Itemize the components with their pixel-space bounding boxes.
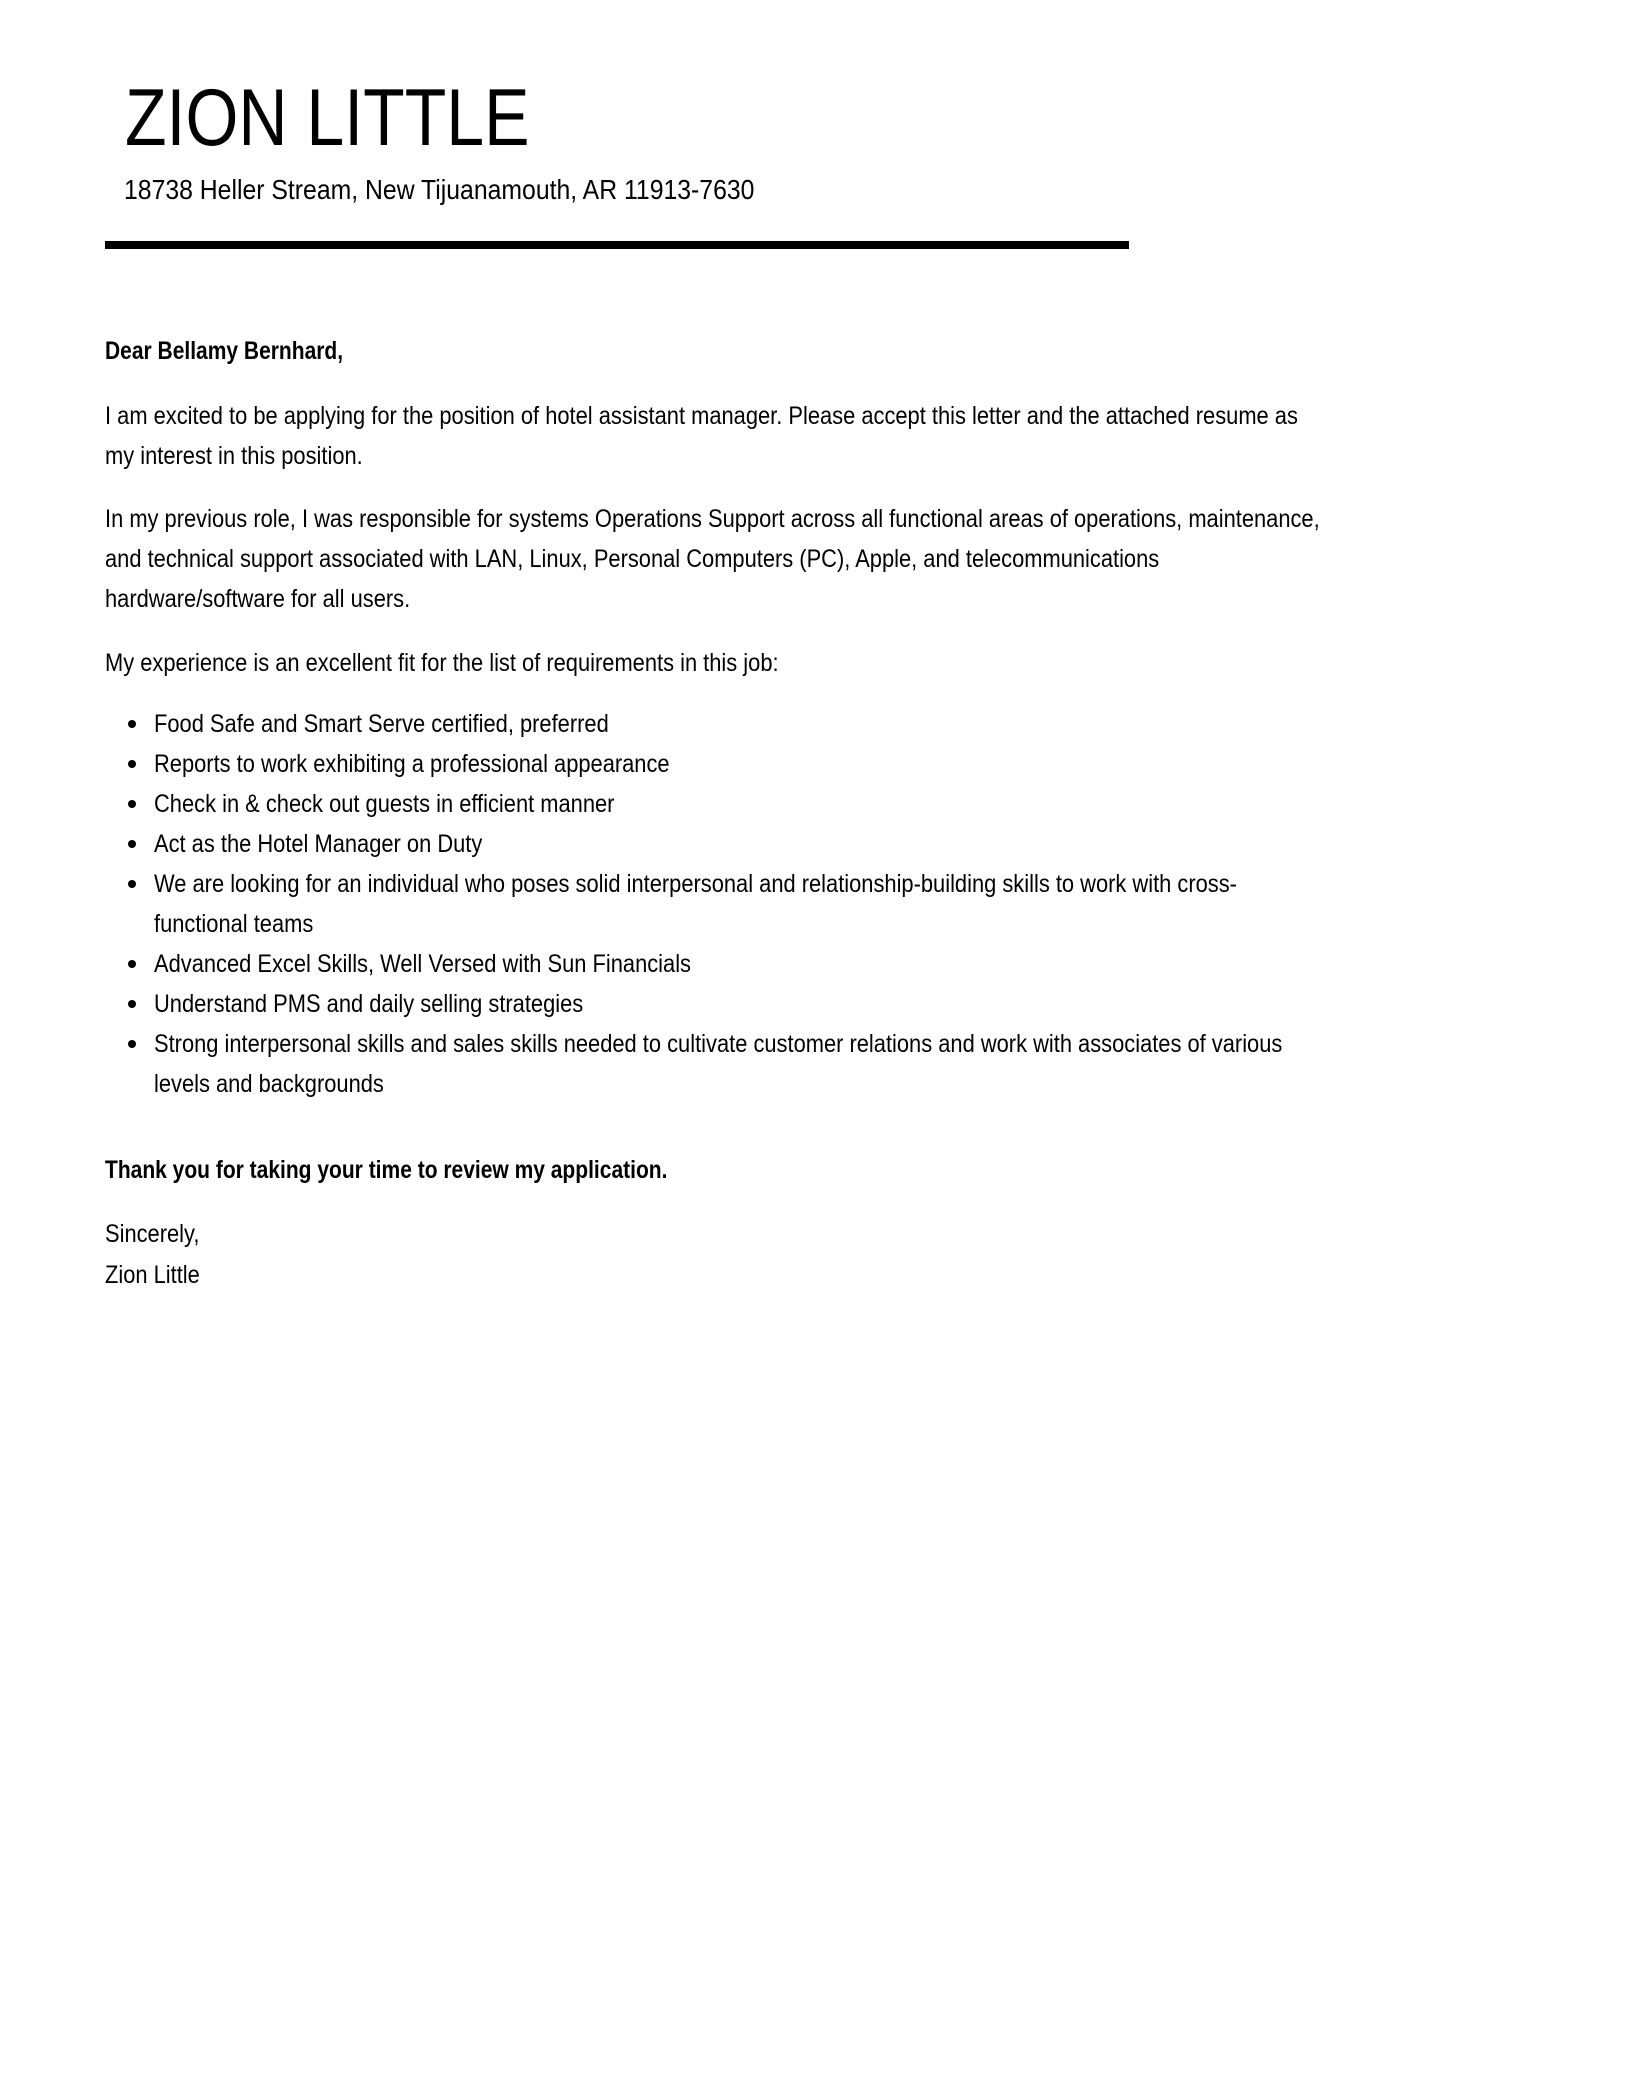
list-item-text: levels and backgrounds — [154, 1070, 384, 1098]
list-item-text: Advanced Excel Skills, Well Versed with Sun Financials — [154, 950, 692, 978]
header-divider — [105, 241, 1129, 249]
applicant-name: ZION LITTLE — [125, 73, 530, 163]
bullet-icon — [128, 720, 136, 728]
list-item-text: Check in & check out guests in efficient manner — [154, 790, 615, 818]
paragraph-line: My experience is an excellent fit for the list of requirements in this job: — [105, 649, 779, 677]
list-item-text: functional teams — [154, 910, 314, 938]
sign-off: Sincerely, — [105, 1220, 200, 1248]
bullet-icon — [128, 760, 136, 768]
list-item-text: Strong interpersonal skills and sales skills needed to cultivate customer relations and work with associates of various — [154, 1030, 1283, 1058]
list-item-text: Understand PMS and daily selling strategies — [154, 990, 584, 1018]
bullet-icon — [128, 880, 136, 888]
bullet-icon — [128, 840, 136, 848]
applicant-address: 18738 Heller Stream, New Tijuanamouth, AR 11913-7630 — [124, 174, 755, 205]
signature-name: Zion Little — [105, 1261, 200, 1289]
paragraph-line: In my previous role, I was responsible for systems Operations Support across all functional areas of operations, maintenance, — [105, 505, 1320, 533]
paragraph-line: I am excited to be applying for the position of hotel assistant manager. Please accept this letter and the attached resume as — [105, 402, 1298, 430]
bullet-icon — [128, 1040, 136, 1048]
paragraph-line: and technical support associated with LAN, Linux, Personal Computers (PC), Apple, and telecommunications — [105, 545, 1160, 573]
list-item-text: Food Safe and Smart Serve certified, preferred — [154, 710, 609, 738]
closing-statement: Thank you for taking your time to review my application. — [105, 1156, 668, 1184]
list-item-text: We are looking for an individual who poses solid interpersonal and relationship-building skills to work with cross- — [154, 870, 1237, 898]
bullet-icon — [128, 960, 136, 968]
list-item-text: Act as the Hotel Manager on Duty — [154, 830, 483, 858]
paragraph-line: my interest in this position. — [105, 442, 363, 470]
paragraph-line: hardware/software for all users. — [105, 585, 411, 613]
salutation: Dear Bellamy Bernhard, — [105, 337, 344, 365]
bullet-icon — [128, 1000, 136, 1008]
bullet-icon — [128, 800, 136, 808]
list-item-text: Reports to work exhibiting a professional appearance — [154, 750, 670, 778]
